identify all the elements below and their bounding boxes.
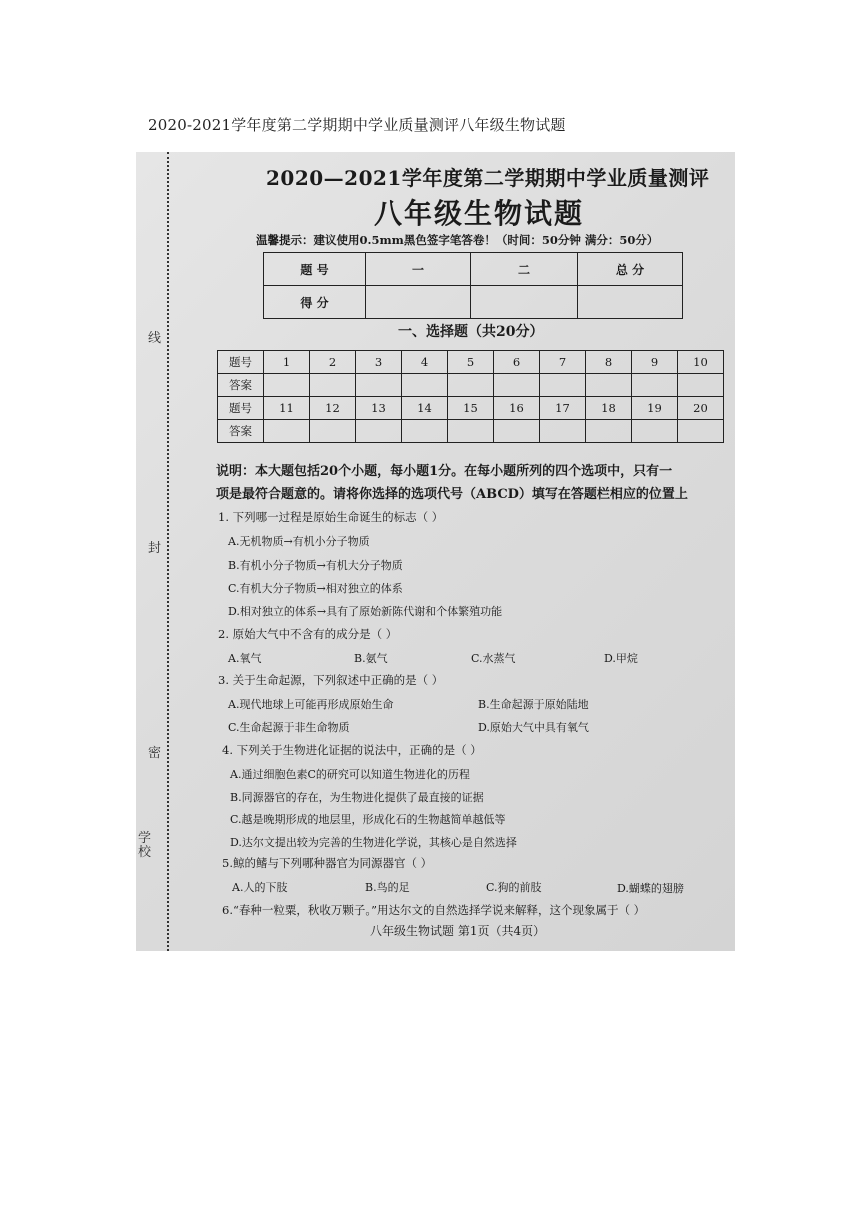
question-number-cell: 11 xyxy=(264,397,310,420)
score-header-total: 总 分 xyxy=(578,253,683,286)
answer-table-number-label: 题号 xyxy=(218,351,264,374)
question-number-cell: 1 xyxy=(264,351,310,374)
score-cell xyxy=(471,286,578,319)
answer-cell xyxy=(402,420,448,443)
answer-cell xyxy=(310,420,356,443)
question-5-stem: 5.鲸的鳍与下列哪种器官为同源器官（ ） xyxy=(222,856,433,870)
score-header-number: 题 号 xyxy=(264,253,366,286)
question-2-option-b: B.氨气 xyxy=(354,652,388,665)
answer-table-number-label: 题号 xyxy=(218,397,264,420)
instruction-line: 项是最符合题意的。请将你选择的选项代号（ABCD）填写在答题栏相应的位置上 xyxy=(216,487,688,502)
question-number-cell: 3 xyxy=(356,351,402,374)
exam-title-line2: 八年级生物试题 xyxy=(374,197,585,230)
answer-cell xyxy=(448,374,494,397)
question-number-cell: 18 xyxy=(586,397,632,420)
binding-char-school: 学校 xyxy=(138,831,152,860)
question-5-option-a: A.人的下肢 xyxy=(232,881,288,894)
binding-char-mi: 密 xyxy=(148,746,162,761)
score-header-one: 一 xyxy=(366,253,471,286)
question-5-option-d: D.蝴蝶的翅膀 xyxy=(617,882,684,895)
question-2-stem: 2. 原始大气中不含有的成分是（ ） xyxy=(218,627,398,641)
question-number-cell: 14 xyxy=(402,397,448,420)
question-number-cell: 5 xyxy=(448,351,494,374)
question-1-option-d: D.相对独立的体系→具有了原始新陈代谢和个体繁殖功能 xyxy=(228,605,503,618)
question-3-option-c: C.生命起源于非生命物质 xyxy=(228,721,350,734)
question-3-option-b: B.生命起源于原始陆地 xyxy=(478,698,589,711)
score-cell xyxy=(366,286,471,319)
question-4-stem: 4. 下列关于生物进化证据的说法中，正确的是（ ） xyxy=(222,743,482,757)
answer-table-answer-label: 答案 xyxy=(218,420,264,443)
binding-char-xian: 线 xyxy=(148,331,162,346)
exam-title-line1: 2020—2021学年度第二学期期中学业质量测评 xyxy=(266,166,710,190)
answer-cell xyxy=(586,374,632,397)
question-4-option-c: C.越是晚期形成的地层里，形成化石的生物越简单越低等 xyxy=(230,813,506,826)
answer-cell xyxy=(494,420,540,443)
score-row-label: 得 分 xyxy=(264,286,366,319)
binding-line xyxy=(167,152,169,951)
question-number-cell: 6 xyxy=(494,351,540,374)
answer-table xyxy=(217,350,724,443)
question-2-option-c: C.水蒸气 xyxy=(471,652,516,665)
answer-cell xyxy=(540,374,586,397)
question-4-option-d: D.达尔文提出较为完善的生物进化学说，其核心是自然选择 xyxy=(230,836,517,849)
score-header-two: 二 xyxy=(471,253,578,286)
question-1-option-c: C.有机大分子物质→相对独立的体系 xyxy=(228,582,403,595)
instruction-line: 说明：本大题包括20个小题，每小题1分。在每小题所列的四个选项中，只有一 xyxy=(216,464,673,479)
question-number-cell: 17 xyxy=(540,397,586,420)
question-1-option-b: B.有机小分子物质→有机大分子物质 xyxy=(228,559,403,572)
exam-tip: 温馨提示：建议使用0.5mm黑色签字笔答卷！（时间：50分钟 满分：50分） xyxy=(256,233,659,247)
question-number-cell: 8 xyxy=(586,351,632,374)
question-number-cell: 10 xyxy=(678,351,724,374)
answer-cell xyxy=(356,374,402,397)
answer-cell xyxy=(678,374,724,397)
binding-char-feng: 封 xyxy=(148,541,162,556)
question-3-option-a: A.现代地球上可能再形成原始生命 xyxy=(228,698,394,711)
answer-cell xyxy=(540,420,586,443)
question-number-cell: 4 xyxy=(402,351,448,374)
page-footer: 八年级生物试题 第1页（共4页） xyxy=(370,924,546,938)
question-number-cell: 20 xyxy=(678,397,724,420)
question-number-cell: 9 xyxy=(632,351,678,374)
answer-cell xyxy=(310,374,356,397)
question-number-cell: 7 xyxy=(540,351,586,374)
question-3-stem: 3. 关于生命起源，下列叙述中正确的是（ ） xyxy=(218,673,444,687)
question-3-option-d: D.原始大气中具有氧气 xyxy=(478,721,589,734)
answer-table-answer-label: 答案 xyxy=(218,374,264,397)
answer-cell xyxy=(356,420,402,443)
question-1-option-a: A.无机物质→有机小分子物质 xyxy=(228,535,370,548)
section-title: 一、选择题（共20分） xyxy=(398,324,544,340)
answer-cell xyxy=(494,374,540,397)
question-number-cell: 2 xyxy=(310,351,356,374)
question-2-option-d: D.甲烷 xyxy=(604,652,638,665)
question-number-cell: 15 xyxy=(448,397,494,420)
question-number-cell: 13 xyxy=(356,397,402,420)
answer-cell xyxy=(402,374,448,397)
question-4-option-a: A.通过细胞色素C的研究可以知道生物进化的历程 xyxy=(230,768,470,781)
score-cell xyxy=(578,286,683,319)
answer-cell xyxy=(448,420,494,443)
question-number-cell: 16 xyxy=(494,397,540,420)
question-6-stem: 6.“春种一粒粟，秋收万颗子。”用达尔文的自然选择学说来解释，这个现象属于（ ） xyxy=(222,903,646,917)
question-4-option-b: B.同源器官的存在，为生物进化提供了最直接的证据 xyxy=(230,791,484,804)
document-title: 2020-2021学年度第二学期期中学业质量测评八年级生物试题 xyxy=(148,116,566,134)
score-table xyxy=(263,252,683,319)
question-5-option-c: C.狗的前肢 xyxy=(486,881,542,894)
instructions xyxy=(216,460,688,506)
question-number-cell: 19 xyxy=(632,397,678,420)
answer-cell xyxy=(264,374,310,397)
question-2-option-a: A.氧气 xyxy=(228,652,262,665)
answer-cell xyxy=(632,420,678,443)
answer-cell xyxy=(586,420,632,443)
exam-paper-photo xyxy=(136,152,735,951)
answer-cell xyxy=(678,420,724,443)
question-number-cell: 12 xyxy=(310,397,356,420)
question-1-stem: 1. 下列哪一过程是原始生命诞生的标志（ ） xyxy=(218,510,444,524)
answer-cell xyxy=(264,420,310,443)
question-5-option-b: B.鸟的足 xyxy=(365,881,410,894)
answer-cell xyxy=(632,374,678,397)
